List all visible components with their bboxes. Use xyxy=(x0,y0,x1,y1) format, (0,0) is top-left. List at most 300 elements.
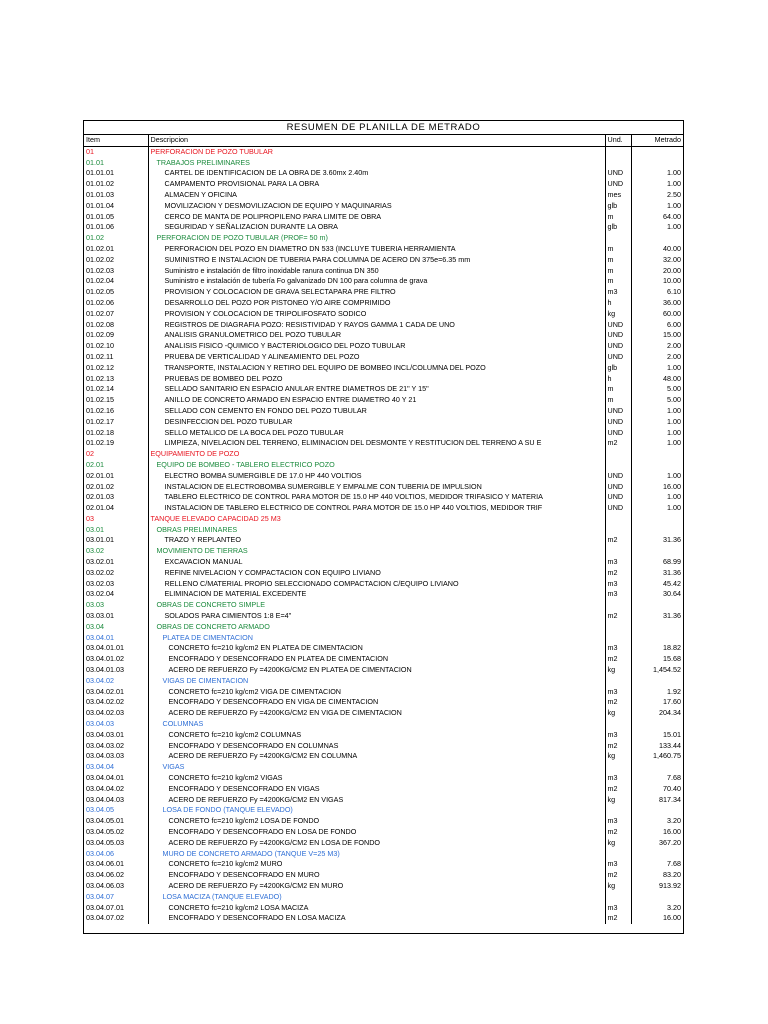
item-code: 03 xyxy=(84,514,148,525)
item-unit: glb xyxy=(605,363,631,374)
item-unit: m3 xyxy=(605,903,631,914)
item-description: SUMINISTRO E INSTALACION DE TUBERIA PARA COLUMNA DE ACERO DN 375e=6.35 mm xyxy=(148,255,605,266)
item-unit: UND xyxy=(605,492,631,503)
item-unit: m2 xyxy=(605,654,631,665)
table-row xyxy=(84,287,683,298)
item-unit: m3 xyxy=(605,687,631,698)
table-row xyxy=(84,579,683,590)
table-row xyxy=(84,320,683,331)
item-code: 03.04.03 xyxy=(84,719,148,730)
item-unit xyxy=(605,805,631,816)
item-description: CONCRETO fc=210 kg/cm2 VIGA DE CIMENTACION xyxy=(148,687,605,698)
item-metrado: 45.42 xyxy=(663,578,681,588)
table-row xyxy=(84,741,683,752)
item-description: PERFORACION DE POZO TUBULAR (PROF= 50 m) xyxy=(148,233,605,244)
item-code: 01.02.01 xyxy=(84,244,148,255)
table-row xyxy=(84,179,683,190)
item-unit xyxy=(605,849,631,860)
item-description: SELLO METALICO DE LA BOCA DEL POZO TUBULAR xyxy=(148,428,605,439)
item-metrado: 16.00 xyxy=(663,913,681,923)
item-code: 03.04.01.02 xyxy=(84,654,148,665)
item-metrado: 2.50 xyxy=(667,189,681,199)
item-metrado xyxy=(631,146,683,157)
item-unit: m2 xyxy=(605,611,631,622)
item-metrado: 68.99 xyxy=(663,557,681,567)
item-code: 03.01 xyxy=(84,525,148,536)
metrado-table xyxy=(84,135,683,924)
item-code: 03.04.07.02 xyxy=(84,913,148,924)
item-description: CONCRETO fc=210 kg/cm2 LOSA DE FONDO xyxy=(148,816,605,827)
item-description: CONCRETO fc=210 kg/cm2 COLUMNAS xyxy=(148,730,605,741)
item-description: DESARROLLO DEL POZO POR PISTONEO Y/O AIRE COMPRIMIDO xyxy=(148,298,605,309)
item-code: 02.01 xyxy=(84,460,148,471)
item-unit xyxy=(605,525,631,536)
item-description: ELIMINACION DE MATERIAL EXCEDENTE xyxy=(148,589,605,600)
item-unit: m xyxy=(605,395,631,406)
item-metrado: 15.01 xyxy=(663,729,681,739)
item-metrado: 1.00 xyxy=(667,179,681,189)
item-description: ENCOFRADO Y DESENCOFRADO EN PLATEA DE CIMENTACION xyxy=(148,654,605,665)
item-unit: m xyxy=(605,255,631,266)
item-metrado: 36.00 xyxy=(663,297,681,307)
section-row xyxy=(84,449,683,460)
header-unit: Und. xyxy=(605,135,631,146)
section-row xyxy=(84,158,683,169)
table-row xyxy=(84,708,683,719)
item-code: 03.04.06 xyxy=(84,849,148,860)
item-description: ENCOFRADO Y DESENCOFRADO EN LOSA MACIZA xyxy=(148,913,605,924)
item-description: PROVISION Y COLOCACION DE GRAVA SELECTAPARA PRE FILTRO xyxy=(148,287,605,298)
table-row xyxy=(84,330,683,341)
table-row xyxy=(84,363,683,374)
item-metrado: 6.10 xyxy=(667,287,681,297)
item-metrado: 1.00 xyxy=(667,438,681,448)
item-code: 01.02.13 xyxy=(84,374,148,385)
item-unit xyxy=(605,892,631,903)
item-unit: m3 xyxy=(605,816,631,827)
item-description: PLATEA DE CIMENTACION xyxy=(148,633,605,644)
item-code: 03.02.02 xyxy=(84,568,148,579)
item-description: ANALISIS FISICO -QUIMICO Y BACTERIOLOGICO DEL POZO TUBULAR xyxy=(148,341,605,352)
item-unit: m3 xyxy=(605,643,631,654)
item-unit xyxy=(605,460,631,471)
item-unit: m xyxy=(605,244,631,255)
item-description: TRABAJOS PRELIMINARES xyxy=(148,158,605,169)
item-description: ENCOFRADO Y DESENCOFRADO EN COLUMNAS xyxy=(148,741,605,752)
item-unit xyxy=(605,514,631,525)
item-code: 03.04.06.02 xyxy=(84,870,148,881)
item-description: CARTEL DE IDENTIFICACION DE LA OBRA DE 3.60mx 2.40m xyxy=(148,168,605,179)
table-row xyxy=(84,859,683,870)
item-description: ACERO DE REFUERZO Fy =4200KG/CM2 EN MURO xyxy=(148,881,605,892)
item-unit: m3 xyxy=(605,579,631,590)
item-code: 03.04.05.03 xyxy=(84,838,148,849)
item-unit: glb xyxy=(605,201,631,212)
item-code: 03.04.04.02 xyxy=(84,784,148,795)
item-description: VIGAS DE CIMENTACION xyxy=(148,676,605,687)
table-row xyxy=(84,212,683,223)
item-unit xyxy=(605,719,631,730)
item-metrado: 83.20 xyxy=(663,870,681,880)
item-code: 01.02.02 xyxy=(84,255,148,266)
item-unit: kg xyxy=(605,751,631,762)
item-metrado: 913.92 xyxy=(659,880,681,890)
item-unit: h xyxy=(605,298,631,309)
item-metrado: 70.40 xyxy=(663,783,681,793)
item-description: VIGAS xyxy=(148,762,605,773)
item-unit: m xyxy=(605,384,631,395)
item-description: CAMPAMENTO PROVISIONAL PARA LA OBRA xyxy=(148,179,605,190)
item-code: 01.02.07 xyxy=(84,309,148,320)
item-description: SELLADO CON CEMENTO EN FONDO DEL POZO TUBULAR xyxy=(148,406,605,417)
item-metrado xyxy=(631,719,683,730)
table-row xyxy=(84,795,683,806)
item-unit: kg xyxy=(605,795,631,806)
item-code: 01.02.04 xyxy=(84,276,148,287)
item-unit: m3 xyxy=(605,287,631,298)
item-description: SEGURIDAD Y SEÑALIZACION DURANTE LA OBRA xyxy=(148,222,605,233)
item-metrado xyxy=(631,762,683,773)
item-description: LIMPIEZA, NIVELACION DEL TERRENO, ELIMINACION DEL DESMONTE Y RESTITUCION DEL TERRENO A SU E xyxy=(148,438,605,449)
item-code: 03.04.07.01 xyxy=(84,903,148,914)
item-description: PROVISION Y COLOCACION DE TRIPOLIFOSFATO SODICO xyxy=(148,309,605,320)
item-description: ENCOFRADO Y DESENCOFRADO EN LOSA DE FONDO xyxy=(148,827,605,838)
item-code: 01.02.09 xyxy=(84,330,148,341)
item-metrado: 1.00 xyxy=(667,503,681,513)
item-metrado xyxy=(631,622,683,633)
table-row xyxy=(84,589,683,600)
item-unit: m3 xyxy=(605,730,631,741)
item-metrado xyxy=(631,892,683,903)
item-metrado: 32.00 xyxy=(663,254,681,264)
metrado-sheet xyxy=(83,120,684,934)
item-code: 02.01.01 xyxy=(84,471,148,482)
table-row xyxy=(84,730,683,741)
table-row xyxy=(84,773,683,784)
item-metrado: 1.00 xyxy=(667,405,681,415)
item-description: INSTALACION DE TABLERO ELECTRICO DE CONTROL PARA MOTOR DE 15.0 HP 440 VOLTIOS, MEDIDOR TRIF xyxy=(148,503,605,514)
item-description: TABLERO ELECTRICO DE CONTROL PARA MOTOR DE 15.0 HP 440 VOLTIOS, MEDIDOR TRIFASICO Y MATERIA xyxy=(148,492,605,503)
item-code: 03.04.03.01 xyxy=(84,730,148,741)
section-row xyxy=(84,805,683,816)
item-description: CERCO DE MANTA DE POLIPROPILENO PARA LIMITE DE OBRA xyxy=(148,212,605,223)
item-description: Suministro e instalación de tubería Fo galvanizado DN 100 para columna de grava xyxy=(148,276,605,287)
item-metrado: 31.36 xyxy=(663,535,681,545)
item-description: ACERO DE REFUERZO Fy =4200KG/CM2 EN VIGAS xyxy=(148,795,605,806)
item-unit: UND xyxy=(605,352,631,363)
item-unit: m2 xyxy=(605,697,631,708)
item-description: ACERO DE REFUERZO Fy =4200KG/CM2 EN COLUMNA xyxy=(148,751,605,762)
table-row xyxy=(84,816,683,827)
item-unit: m2 xyxy=(605,568,631,579)
item-description: PERFORACION DE POZO TUBULAR xyxy=(148,146,605,157)
section-row xyxy=(84,460,683,471)
item-metrado: 2.00 xyxy=(667,351,681,361)
item-unit xyxy=(605,762,631,773)
item-unit: UND xyxy=(605,503,631,514)
table-row xyxy=(84,827,683,838)
item-metrado: 20.00 xyxy=(663,265,681,275)
item-unit: UND xyxy=(605,320,631,331)
item-unit: kg xyxy=(605,881,631,892)
item-description: MURO DE CONCRETO ARMADO (TANQUE V=25 M3) xyxy=(148,849,605,860)
item-code: 01 xyxy=(84,146,148,157)
item-code: 01.01.03 xyxy=(84,190,148,201)
item-description: OBRAS DE CONCRETO ARMADO xyxy=(148,622,605,633)
section-row xyxy=(84,233,683,244)
item-metrado: 3.20 xyxy=(667,816,681,826)
item-unit: UND xyxy=(605,471,631,482)
item-unit: m xyxy=(605,266,631,277)
item-description: ENCOFRADO Y DESENCOFRADO EN VIGAS xyxy=(148,784,605,795)
item-metrado: 2.00 xyxy=(667,341,681,351)
item-code: 03.04.02.01 xyxy=(84,687,148,698)
table-row xyxy=(84,244,683,255)
item-description: ALMACEN Y OFICINA xyxy=(148,190,605,201)
item-unit: m2 xyxy=(605,870,631,881)
item-code: 01.02.15 xyxy=(84,395,148,406)
item-description: TRAZO Y REPLANTEO xyxy=(148,535,605,546)
item-metrado: 1.00 xyxy=(667,200,681,210)
item-metrado: 1,454.52 xyxy=(653,665,681,675)
item-metrado: 3.20 xyxy=(667,902,681,912)
item-code: 01.02.16 xyxy=(84,406,148,417)
table-row xyxy=(84,903,683,914)
table-row xyxy=(84,384,683,395)
item-code: 01.01 xyxy=(84,158,148,169)
item-code: 01.02.12 xyxy=(84,363,148,374)
item-unit xyxy=(605,633,631,644)
table-row xyxy=(84,568,683,579)
item-description: EQUIPAMIENTO DE POZO xyxy=(148,449,605,460)
item-code: 03.04.01.03 xyxy=(84,665,148,676)
item-metrado: 15.00 xyxy=(663,330,681,340)
item-unit xyxy=(605,233,631,244)
table-row xyxy=(84,687,683,698)
table-row xyxy=(84,395,683,406)
item-code: 03.02.04 xyxy=(84,589,148,600)
item-code: 03.04.05.01 xyxy=(84,816,148,827)
item-description: ELECTRO BOMBA SUMERGIBLE DE 17.0 HP 440 VOLTIOS xyxy=(148,471,605,482)
item-description: PRUEBA DE VERTICALIDAD Y ALINEAMIENTO DEL POZO xyxy=(148,352,605,363)
item-metrado: 31.36 xyxy=(663,567,681,577)
table-row xyxy=(84,611,683,622)
item-code: 03.04.06.01 xyxy=(84,859,148,870)
item-unit: UND xyxy=(605,482,631,493)
item-code: 01.02.18 xyxy=(84,428,148,439)
table-row xyxy=(84,881,683,892)
item-metrado: 64.00 xyxy=(663,211,681,221)
item-metrado: 16.00 xyxy=(663,827,681,836)
item-metrado xyxy=(631,633,683,644)
item-unit: m2 xyxy=(605,535,631,546)
item-code: 03.04.01.01 xyxy=(84,643,148,654)
item-code: 01.02.08 xyxy=(84,320,148,331)
item-description: LOSA MACIZA (TANQUE ELEVADO) xyxy=(148,892,605,903)
item-unit: UND xyxy=(605,406,631,417)
item-unit xyxy=(605,546,631,557)
item-description: ENCOFRADO Y DESENCOFRADO EN VIGA DE CIMENTACION xyxy=(148,697,605,708)
item-code: 01.02.03 xyxy=(84,266,148,277)
section-row xyxy=(84,849,683,860)
item-metrado xyxy=(631,849,683,860)
item-code: 03.04.07 xyxy=(84,892,148,903)
table-row xyxy=(84,697,683,708)
item-metrado xyxy=(631,805,683,816)
item-unit xyxy=(605,600,631,611)
item-metrado: 133.44 xyxy=(659,740,681,750)
item-description: ANILLO DE CONCRETO ARMADO EN ESPACIO ENTRE DIAMETRO 40 Y 21 xyxy=(148,395,605,406)
item-metrado: 367.20 xyxy=(659,837,681,847)
section-row xyxy=(84,514,683,525)
section-row xyxy=(84,622,683,633)
table-row xyxy=(84,643,683,654)
item-metrado xyxy=(631,449,683,460)
item-description: REGISTROS DE DIAGRAFIA POZO: RESISTIVIDAD Y RAYOS GAMMA 1 CADA DE UNO xyxy=(148,320,605,331)
item-code: 03.04.02 xyxy=(84,676,148,687)
item-code: 02.01.02 xyxy=(84,482,148,493)
item-unit: kg xyxy=(605,708,631,719)
item-unit: m3 xyxy=(605,557,631,568)
table-header-row xyxy=(84,135,683,146)
item-code: 03.04.04 xyxy=(84,762,148,773)
table-row xyxy=(84,201,683,212)
item-metrado: 10.00 xyxy=(663,276,681,286)
item-code: 03.02 xyxy=(84,546,148,557)
item-code: 03.04.03.03 xyxy=(84,751,148,762)
item-code: 03.01.01 xyxy=(84,535,148,546)
item-code: 03.02.01 xyxy=(84,557,148,568)
item-description: ACERO DE REFUERZO Fy =4200KG/CM2 EN LOSA DE FONDO xyxy=(148,838,605,849)
item-code: 03.03.01 xyxy=(84,611,148,622)
item-code: 03.04.05 xyxy=(84,805,148,816)
item-metrado: 40.00 xyxy=(663,243,681,253)
item-unit: UND xyxy=(605,179,631,190)
item-code: 03.04.06.03 xyxy=(84,881,148,892)
item-unit: UND xyxy=(605,330,631,341)
item-metrado: 60.00 xyxy=(663,308,681,318)
item-unit: m3 xyxy=(605,589,631,600)
item-code: 03.04.04.01 xyxy=(84,773,148,784)
item-code: 03.04.03.02 xyxy=(84,741,148,752)
section-row xyxy=(84,600,683,611)
item-metrado: 204.34 xyxy=(659,708,681,718)
item-description: MOVILIZACION Y DESMOVILIZACION DE EQUIPO Y MAQUINARIAS xyxy=(148,201,605,212)
table-row xyxy=(84,503,683,514)
item-description: COLUMNAS xyxy=(148,719,605,730)
item-description: CONCRETO fc=210 kg/cm2 VIGAS xyxy=(148,773,605,784)
table-row xyxy=(84,838,683,849)
table-row xyxy=(84,168,683,179)
table-row xyxy=(84,870,683,881)
sheet-title: RESUMEN DE PLANILLA DE METRADO xyxy=(84,121,683,135)
table-row xyxy=(84,309,683,320)
table-row xyxy=(84,276,683,287)
item-unit xyxy=(605,676,631,687)
item-code: 01.02.11 xyxy=(84,352,148,363)
item-metrado xyxy=(631,460,683,471)
item-description: REFINE NIVELACION Y COMPACTACION CON EQUIPO LIVIANO xyxy=(148,568,605,579)
item-code: 01.02.06 xyxy=(84,298,148,309)
item-code: 01.01.05 xyxy=(84,212,148,223)
table-row xyxy=(84,298,683,309)
item-description: PRUEBAS DE BOMBEO DEL POZO xyxy=(148,374,605,385)
item-unit: m2 xyxy=(605,784,631,795)
item-code: 03.04.04.03 xyxy=(84,795,148,806)
table-row xyxy=(84,492,683,503)
item-metrado xyxy=(631,525,683,536)
section-row xyxy=(84,762,683,773)
item-metrado: 1.00 xyxy=(667,362,681,372)
item-metrado: 6.00 xyxy=(667,319,681,329)
table-row xyxy=(84,428,683,439)
item-description: ANALISIS GRANULOMETRICO DEL POZO TUBULAR xyxy=(148,330,605,341)
item-code: 02.01.03 xyxy=(84,492,148,503)
table-row xyxy=(84,255,683,266)
item-code: 01.02.17 xyxy=(84,417,148,428)
section-row xyxy=(84,892,683,903)
item-unit: m xyxy=(605,276,631,287)
item-description: SELLADO SANITARIO EN ESPACIO ANULAR ENTRE DIAMETROS DE 21" Y 15" xyxy=(148,384,605,395)
item-unit: kg xyxy=(605,665,631,676)
table-row xyxy=(84,471,683,482)
item-description: RELLENO C/MATERIAL PROPIO SELECCIONADO COMPACTACION C/EQUIPO LIVIANO xyxy=(148,579,605,590)
metrado-table-body xyxy=(84,135,683,924)
item-unit: m2 xyxy=(605,913,631,924)
item-description: DESINFECCION DEL POZO TUBULAR xyxy=(148,417,605,428)
table-row xyxy=(84,913,683,924)
header-metrado: Metrado xyxy=(631,135,683,146)
item-code: 01.01.04 xyxy=(84,201,148,212)
item-code: 03.04.02.02 xyxy=(84,697,148,708)
item-description: MOVIMIENTO DE TIERRAS xyxy=(148,546,605,557)
item-unit: kg xyxy=(605,309,631,320)
item-unit: UND xyxy=(605,428,631,439)
section-row xyxy=(84,676,683,687)
item-unit: UND xyxy=(605,417,631,428)
item-metrado: 31.36 xyxy=(663,611,681,621)
section-row xyxy=(84,525,683,536)
item-unit: m2 xyxy=(605,438,631,449)
item-description: OBRAS PRELIMINARES xyxy=(148,525,605,536)
item-metrado: 17.60 xyxy=(663,697,681,707)
table-row xyxy=(84,406,683,417)
item-description: Suministro e instalación de filtro inoxidable ranura continua DN 350 xyxy=(148,266,605,277)
table-row xyxy=(84,352,683,363)
item-unit: glb xyxy=(605,222,631,233)
header-item: Item xyxy=(84,135,148,146)
item-metrado xyxy=(631,600,683,611)
item-code: 01.01.02 xyxy=(84,179,148,190)
item-description: EXCAVACION MANUAL xyxy=(148,557,605,568)
table-row xyxy=(84,374,683,385)
table-row xyxy=(84,341,683,352)
table-row xyxy=(84,535,683,546)
item-metrado: 30.64 xyxy=(663,589,681,599)
item-metrado: 1,460.75 xyxy=(653,751,681,761)
item-description: EQUIPO DE BOMBEO - TABLERO ELECTRICO POZO xyxy=(148,460,605,471)
item-unit: UND xyxy=(605,341,631,352)
table-row xyxy=(84,654,683,665)
item-code: 01.01.06 xyxy=(84,222,148,233)
item-metrado: 1.00 xyxy=(667,470,681,480)
section-row xyxy=(84,546,683,557)
item-description: PERFORACION DEL POZO EN DIAMETRO DN 533 (INCLUYE TUBERIA HERRAMIENTA xyxy=(148,244,605,255)
table-row xyxy=(84,751,683,762)
item-metrado: 1.00 xyxy=(667,427,681,437)
item-code: 02 xyxy=(84,449,148,460)
item-description: TRANSPORTE, INSTALACION Y RETIRO DEL EQUIPO DE BOMBEO INCL/COLUMNA DEL POZO xyxy=(148,363,605,374)
